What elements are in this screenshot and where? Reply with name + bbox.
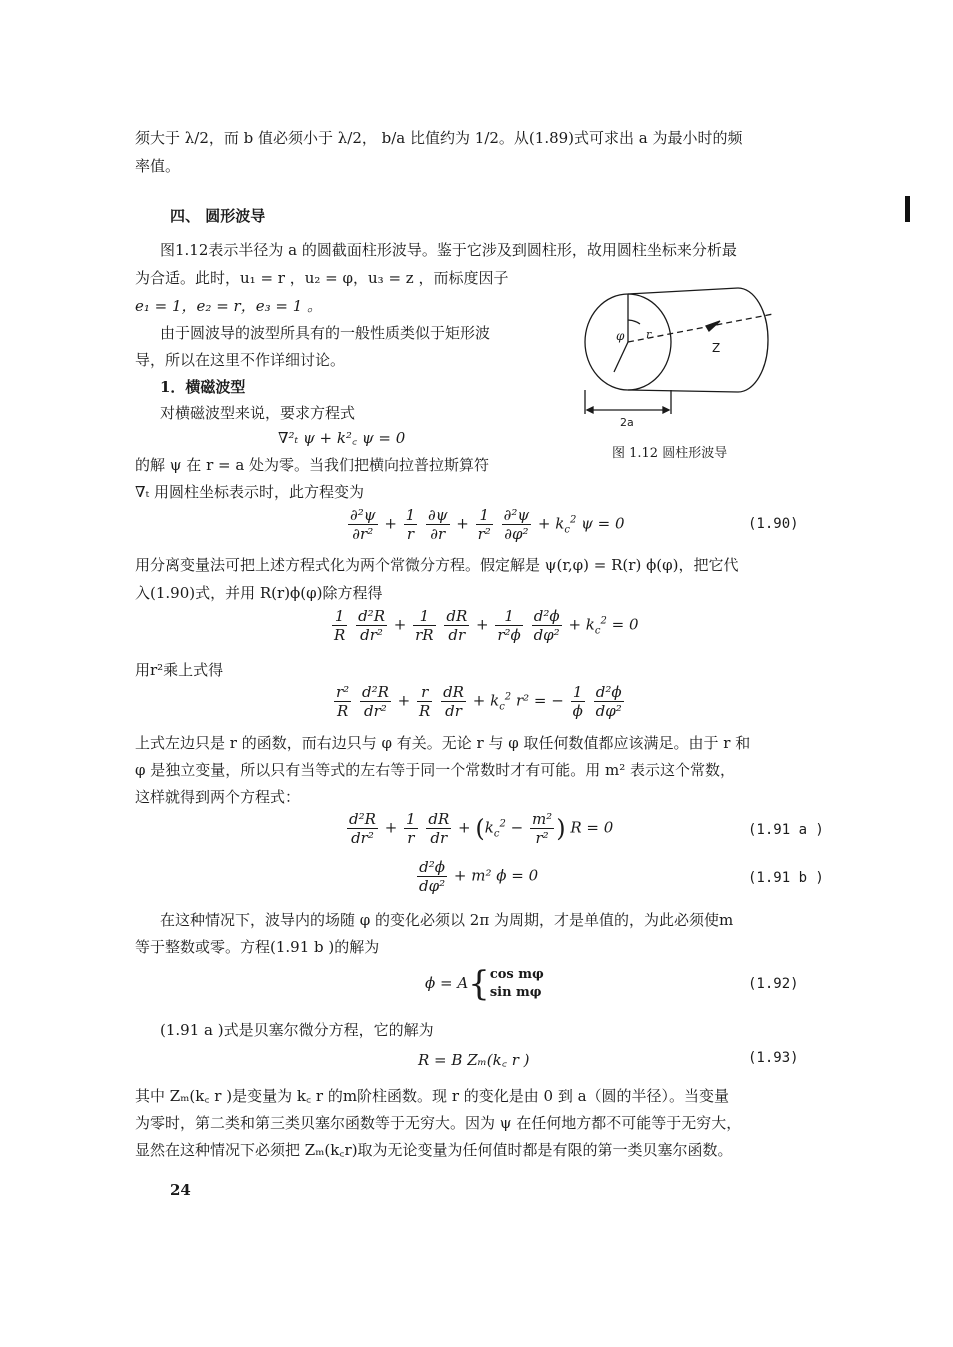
paragraph-line: (1.91 a )式是贝塞尔微分方程，它的解为 [160,1021,434,1039]
figure-label-2a: 2a [620,416,634,429]
paragraph-line: 上式左边只是 r 的函数，而右边只与 φ 有关。无论 r 与 φ 取任何数值都应该满足。由于 r 和 [135,734,751,752]
paragraph-line: 用分离变量法可把上述方程式化为两个常微分方程。假定解是 ψ(r,φ) = R(r) ϕ(φ)，把它代 [135,556,739,574]
paragraph-line: 为零时，第二类和第三类贝塞尔函数等于无穷大。因为 ψ 在任何地方都不可能等于无穷大， [135,1114,742,1132]
paragraph-line: 入(1.90)式，并用 R(r)ϕ(φ)除方程得 [135,584,383,602]
equation-number: (1.93) [748,1050,799,1066]
paragraph-line: 这样就得到两个方程式： [135,788,301,806]
paragraph-line: 等于整数或零。方程(1.91 b )的解为 [135,938,380,956]
figure-label-phi: φ [616,329,625,343]
eq192-lhs: ϕ = A [425,974,469,992]
paragraph-line: 图1.12表示半径为 a 的圆截面柱形波导。鉴于它涉及到圆柱形，故用圆柱坐标来分析最 [160,241,737,259]
paragraph-line: 其中 Zₘ(k꜀ r )是变量为 k꜀ r 的m阶柱函数。现 r 的变化是由 0 到 a（圆的半径）。当变量 [135,1087,730,1105]
paragraph-line: 的解 ψ 在 r = a 处为零。当我们把横向拉普拉斯算符 [135,456,490,474]
paragraph-line: φ 是独立变量，所以只有当等式的左右等于同一个常数时才有可能。用 m² 表示这个常数， [135,761,736,779]
equation-1-91a: $\frac{\text{d²R}}{\text{dr²}}$ + $\frac{1}{r}$ $\frac{dR}{dr}$ + ($k_c^2$ − $\frac{\text{m²}}{\text{r²}}$ ) R = 0 [349,810,614,847]
figure-label-r: r [646,328,652,341]
equation-number: (1.92) [748,976,799,992]
paragraph-line: 须大于 λ/2，而 b 值必须小于 λ/2， b/a 比值约为 1/2。从(1.89)式可求出 a 为最小时的频 [135,129,743,147]
equation-1-93: R = B Zₘ(k꜀ r ) [418,1051,530,1069]
eq192-bottom: sin mφ [489,985,542,1000]
subsection-title: 1．横磁波型 [160,378,246,396]
paragraph-line: ∇ₜ 用圆柱坐标表示时，此方程变为 [135,483,364,501]
paragraph-line: 在这种情况下，波导内的场随 φ 的变化必须以 2π 为周期，才是单值的，为此必须使m [160,911,734,929]
paragraph-line: 为合适。此时，u₁ = r ，u₂ = φ，u₃ = z ，而标度因子 [135,269,509,287]
paragraph-line: 对横磁波型来说，要求方程式 [160,404,356,422]
equation-1-91b: $\frac{\text{d²ϕ}}{\text{dφ²}}$ + m² ϕ = 0 [419,858,539,895]
paragraph-line: 导，所以在这里不作详细讨论。 [135,351,346,369]
page-number: 24 [170,1181,191,1199]
paragraph-line: 用r²乘上式得 [135,661,224,679]
paragraph-line: 率值。 [135,157,181,175]
eq192-top: cos mφ [489,967,544,982]
equation-1-92: ϕ = A{ cos mφ sin mφ [425,964,544,1004]
paragraph-line: e₁ = 1，e₂ = r，e₃ = 1 。 [135,297,323,315]
equation-helmholtz: ∇²ₜ ψ + k²꜀ ψ = 0 [278,429,406,447]
equation-number: (1.90) [748,516,799,532]
section-title: 四、 圆形波导 [170,207,266,225]
cylinder-waveguide-figure [578,280,788,430]
equation-1-90: $\frac{\text{∂²ψ}}{\text{∂r²}}$ + $\frac{1}{r}$ $\frac{\partial\psi}{\partial r}$ + $\frac{1}{\text{r²}}$ $\frac{\text{∂²ψ}}{\text{∂φ²}}$ + $k_c^2$ ψ = 0 [350,506,625,543]
equation-number: (1.91 a ) [748,822,824,838]
figure-label-z: Z [712,341,721,355]
equation-number: (1.91 b ) [748,870,824,886]
figure-caption: 图 1.12 圆柱形波导 [612,446,728,461]
paragraph-line: 由于圆波导的波型所具有的一般性质类似于矩形波 [160,324,491,342]
equation-separated: $\frac{1}{R}$ $\frac{\text{d²R}}{\text{dr²}}$ + $\frac{1}{rR}$ $\frac{dR}{dr}$ + $\frac{1}{\text{r²ϕ}}$ $\frac{\text{d²ϕ}}{\text{dφ²}}$ + $k_c^2 = 0$ [334,607,639,644]
paragraph-line: 显然在这种情况下必须把 Zₘ(k꜀r)取为无论变量为任何值时都是有限的第一类贝塞尔函数。 [135,1141,733,1159]
equation-multiplied: $\frac{\text{r²}}{R}$ $\frac{\text{d²R}}{\text{dr²}}$ + $\frac{r}{R}$ $\frac{dR}{dr}$ + $k_c^2$ r² = − $\frac{1}{\phi}$ $\frac{\text{d²ϕ}}{\text{dφ²}}$ [336,683,622,720]
margin-mark [905,196,910,222]
